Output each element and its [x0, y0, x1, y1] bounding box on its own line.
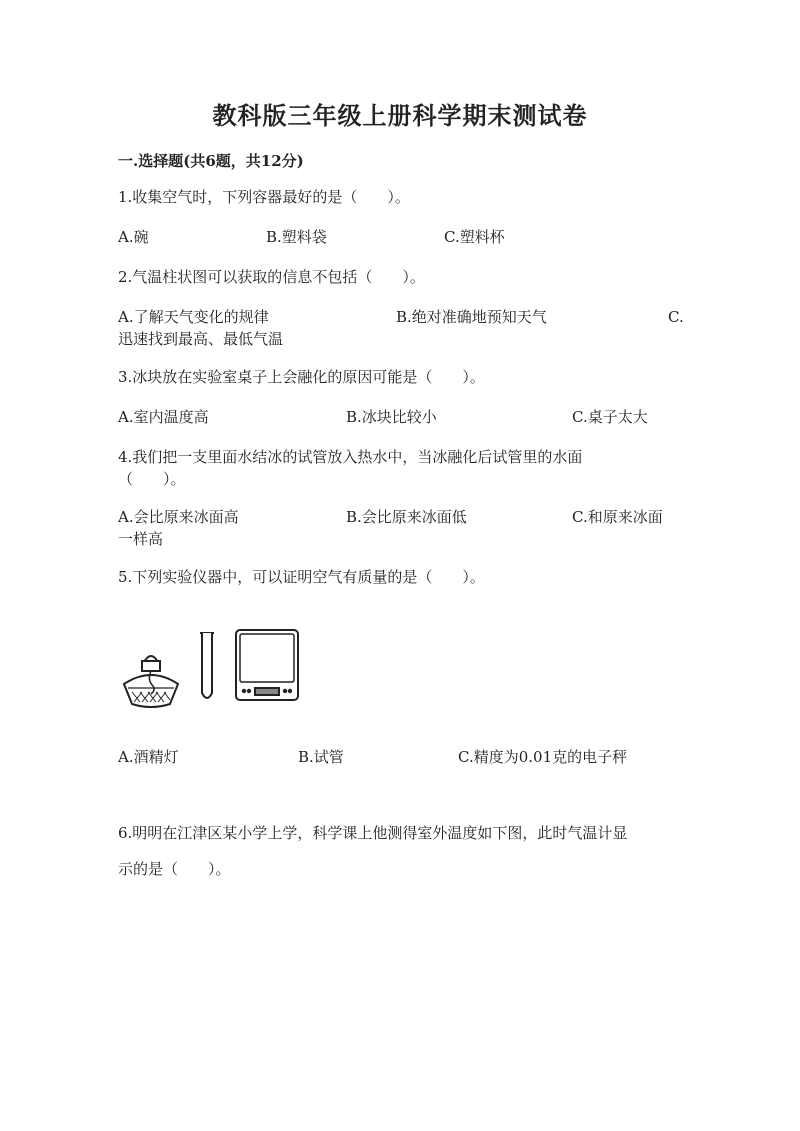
question-1-option-c[interactable]: C.塑料杯: [444, 228, 505, 246]
electronic-scale-icon: [234, 628, 300, 702]
question-1-option-b[interactable]: B.塑料袋: [266, 228, 327, 246]
question-3-option-c[interactable]: C.桌子太大: [572, 408, 648, 426]
alcohol-lamp-icon: [120, 648, 182, 708]
test-tube-icon: [198, 631, 216, 703]
question-3-option-a[interactable]: A.室内温度高: [118, 408, 209, 426]
question-2-option-c-text: 迅速找到最高、最低气温: [118, 330, 284, 348]
page-title: 教科版三年级上册科学期末测试卷: [212, 101, 588, 130]
question-2-option-a[interactable]: A.了解天气变化的规律: [118, 308, 269, 326]
question-4-option-b[interactable]: B.会比原来冰面低: [346, 508, 467, 526]
question-5-option-c[interactable]: C.精度为0.01克的电子秤: [458, 748, 628, 766]
question-1-option-a[interactable]: A.碗: [118, 228, 149, 246]
question-2-option-b[interactable]: B.绝对准确地预知天气: [396, 308, 547, 326]
question-2-option-c[interactable]: C.: [668, 308, 684, 326]
question-3-stem: 3.冰块放在实验室桌子上会融化的原因可能是（ ）。: [118, 368, 485, 386]
question-5-stem: 5.下列实验仪器中，可以证明空气有质量的是（ ）。: [118, 568, 485, 586]
question-4-stem: 4.我们把一支里面水结冰的试管放入热水中，当冰融化后试管里的水面: [118, 448, 583, 466]
question-5-option-a[interactable]: A.酒精灯: [118, 748, 179, 766]
question-5-option-b[interactable]: B.试管: [298, 748, 344, 766]
question-4-option-a[interactable]: A.会比原来冰面高: [118, 508, 239, 526]
question-1-stem: 1.收集空气时，下列容器最好的是（ ）。: [118, 188, 410, 206]
question-3-option-b[interactable]: B.冰块比较小: [346, 408, 437, 426]
question-4-option-c[interactable]: C.和原来冰面: [572, 508, 663, 526]
question-6-stem-line2: 示的是（ ）。: [118, 860, 231, 878]
question-4-option-c-text: 一样高: [118, 530, 164, 548]
question-2-stem: 2.气温柱状图可以获取的信息不包括（ ）。: [118, 268, 425, 286]
section-heading: 一.选择题(共6题，共12分): [118, 152, 304, 170]
question-6-stem: 6.明明在江津区某小学上学，科学课上他测得室外温度如下图，此时气温计显: [118, 824, 628, 842]
question-4-stem-line2: （ ）。: [118, 470, 186, 488]
